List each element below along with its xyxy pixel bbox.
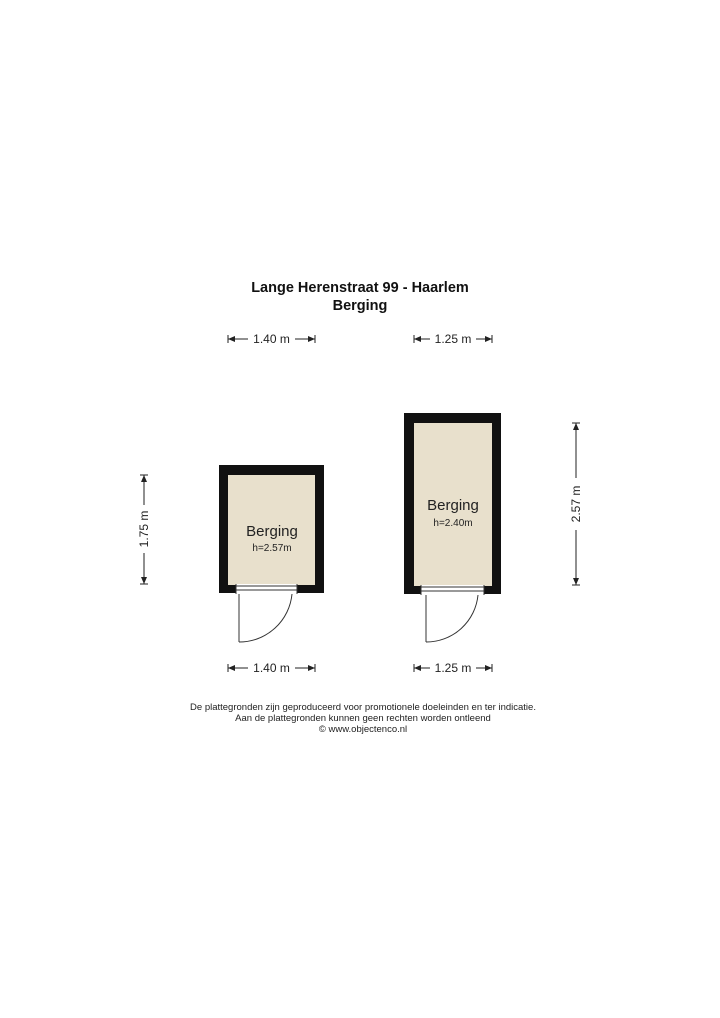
room-1-depth-label: 1.75 m <box>137 510 151 548</box>
room-1-depth-dimension <box>137 475 151 584</box>
room-2-width-dimension-top <box>414 332 492 346</box>
room-1-width-top-label: 1.40 m <box>253 332 290 346</box>
room-1-width-dimension-bottom <box>228 661 315 675</box>
disclaimer-line-2: Aan de plattegronden kunnen geen rechten worden ontleend <box>235 713 491 724</box>
room-2-door-swing <box>426 595 478 642</box>
room-1 <box>137 332 324 675</box>
copyright-line: © www.objectenco.nl <box>318 724 408 735</box>
room-2 <box>404 332 583 675</box>
room-1-width-bottom-label: 1.40 m <box>253 661 290 675</box>
room-1-height: h=2.57m <box>252 543 292 554</box>
room-2-name: Berging <box>427 497 479 514</box>
room-1-name: Berging <box>246 523 298 540</box>
room-1-width-dimension-top <box>228 332 315 346</box>
room-2-depth-dimension <box>569 423 583 585</box>
plan-title: Lange Herenstraat 99 - Haarlem <box>251 280 469 296</box>
room-2-depth-label: 2.57 m <box>569 485 583 523</box>
plan-subtitle: Berging <box>332 298 388 314</box>
room-2-width-bottom-label: 1.25 m <box>434 661 472 675</box>
room-2-height: h=2.40m <box>433 518 473 529</box>
room-2-width-top-label: 1.25 m <box>434 332 472 346</box>
room-1-door-swing <box>239 594 292 642</box>
room-2-width-dimension-bottom <box>414 661 492 675</box>
disclaimer-line-1: De plattegronden zijn geproduceerd voor promotionele doeleinden en ter indicatie. <box>190 702 536 713</box>
